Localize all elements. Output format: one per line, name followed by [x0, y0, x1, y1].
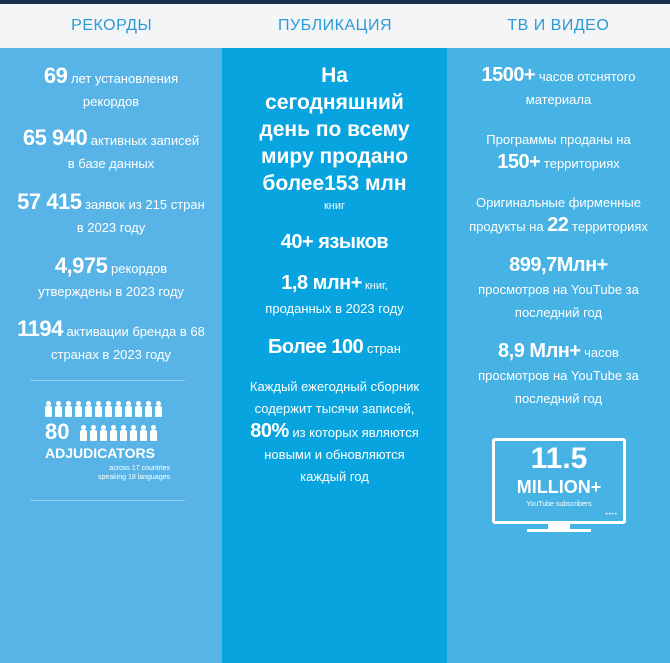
divider: [30, 380, 185, 381]
person-icon: [145, 401, 152, 417]
stat-number: 1500+: [481, 64, 536, 86]
person-icon: [95, 401, 102, 417]
stat-number: 8,9 Млн+: [498, 340, 581, 362]
divider: [30, 500, 185, 501]
tab-publication[interactable]: ПУБЛИКАЦИЯ: [277, 17, 393, 34]
stat-territories-sold: Программы проданы на 150+ территориях: [486, 132, 631, 173]
person-icon: [150, 425, 157, 441]
stat-youtube-views: 899,7Млн+ просмотров на YouTube за последний год: [478, 254, 639, 320]
tab-records[interactable]: РЕКОРДЫ: [71, 17, 153, 34]
tv-dots-icon: ••••: [605, 512, 618, 518]
stat-number: 1194: [17, 316, 63, 341]
person-icon: [125, 401, 132, 417]
section-headers: [0, 4, 670, 48]
hero-books-sold: На сегодняшний день по всему миру продано более153 млн: [259, 64, 410, 195]
person-icon: [120, 425, 127, 441]
tv-base-icon: [527, 529, 591, 532]
stat-number: 1,8 млн+: [281, 272, 362, 294]
subscribers-label: MILLION+: [516, 477, 602, 497]
stat-countries: Более 100 стран: [268, 336, 401, 358]
stat-number: 22: [547, 214, 569, 236]
stat-number: Более 100: [268, 336, 364, 358]
person-icon: [105, 401, 112, 417]
stat-years: 69 лет установления рекордов: [43, 63, 179, 109]
stat-number: 899,7Млн+: [509, 254, 608, 276]
person-icon: [130, 425, 137, 441]
stat-applications: 57 415 заявок из 215 стран в 2023 году: [17, 189, 205, 235]
stat-hours-filmed: 1500+ часов отснятого материала: [481, 64, 636, 107]
person-icon: [90, 425, 97, 441]
person-icon: [80, 425, 87, 441]
stat-number: 57 415: [17, 189, 82, 214]
person-icon: [140, 425, 147, 441]
tv-video-column: [447, 48, 670, 663]
person-icon: [135, 401, 142, 417]
tv-screen-icon: [492, 438, 626, 524]
subscribers-count: 11.5: [530, 442, 588, 475]
stat-number: 4,975: [54, 253, 108, 278]
person-icon: [85, 401, 92, 417]
stat-number: 65 940: [22, 125, 88, 150]
stat-number: 80%: [250, 420, 289, 442]
person-icon: [115, 401, 122, 417]
hero-sub: книг: [323, 200, 346, 212]
stat-brand-activations: 1194 активации бренда в 68 странах в 2023 году: [17, 316, 205, 362]
adjudicators-sub: across 17 countries speaking 18 languages: [97, 465, 170, 481]
person-icon: [110, 425, 117, 441]
tab-tv-video[interactable]: ТВ И ВИДЕО: [507, 17, 610, 34]
stat-youtube-hours: 8,9 Млн+ часов просмотров на YouTube за последний год: [478, 340, 639, 406]
publication-column: [222, 48, 447, 663]
records-column: [0, 48, 222, 663]
person-icon: [65, 401, 72, 417]
columns: [0, 48, 670, 663]
stat-number: 150+: [497, 151, 541, 173]
stat-languages: 40+ языков: [280, 231, 389, 253]
description: Каждый ежегодный сборник содержит тысячи записей, 80% из которых являются новыми и обновляются каждый год: [249, 379, 420, 484]
person-icon: [100, 425, 107, 441]
stat-books-2023: 1,8 млн+ книг, проданных в 2023 году: [265, 272, 404, 316]
person-icon: [55, 401, 62, 417]
stat-approved: 4,975 рекордов утверждены в 2023 году: [38, 253, 184, 299]
stat-original-products: Оригинальные фирменные продукты на 22 территориях: [469, 195, 648, 236]
person-icon: [155, 401, 162, 417]
adjudicators-label: ADJUDICATORS: [45, 445, 155, 461]
stat-active-records: 65 940 активных записей в базе данных: [22, 125, 200, 171]
person-icon: [45, 401, 52, 417]
subscribers-sub: YouTube subscribers: [526, 501, 592, 508]
stat-number: 69: [43, 63, 68, 88]
adjudicators-count: 80: [45, 419, 70, 444]
person-icon: [75, 401, 82, 417]
